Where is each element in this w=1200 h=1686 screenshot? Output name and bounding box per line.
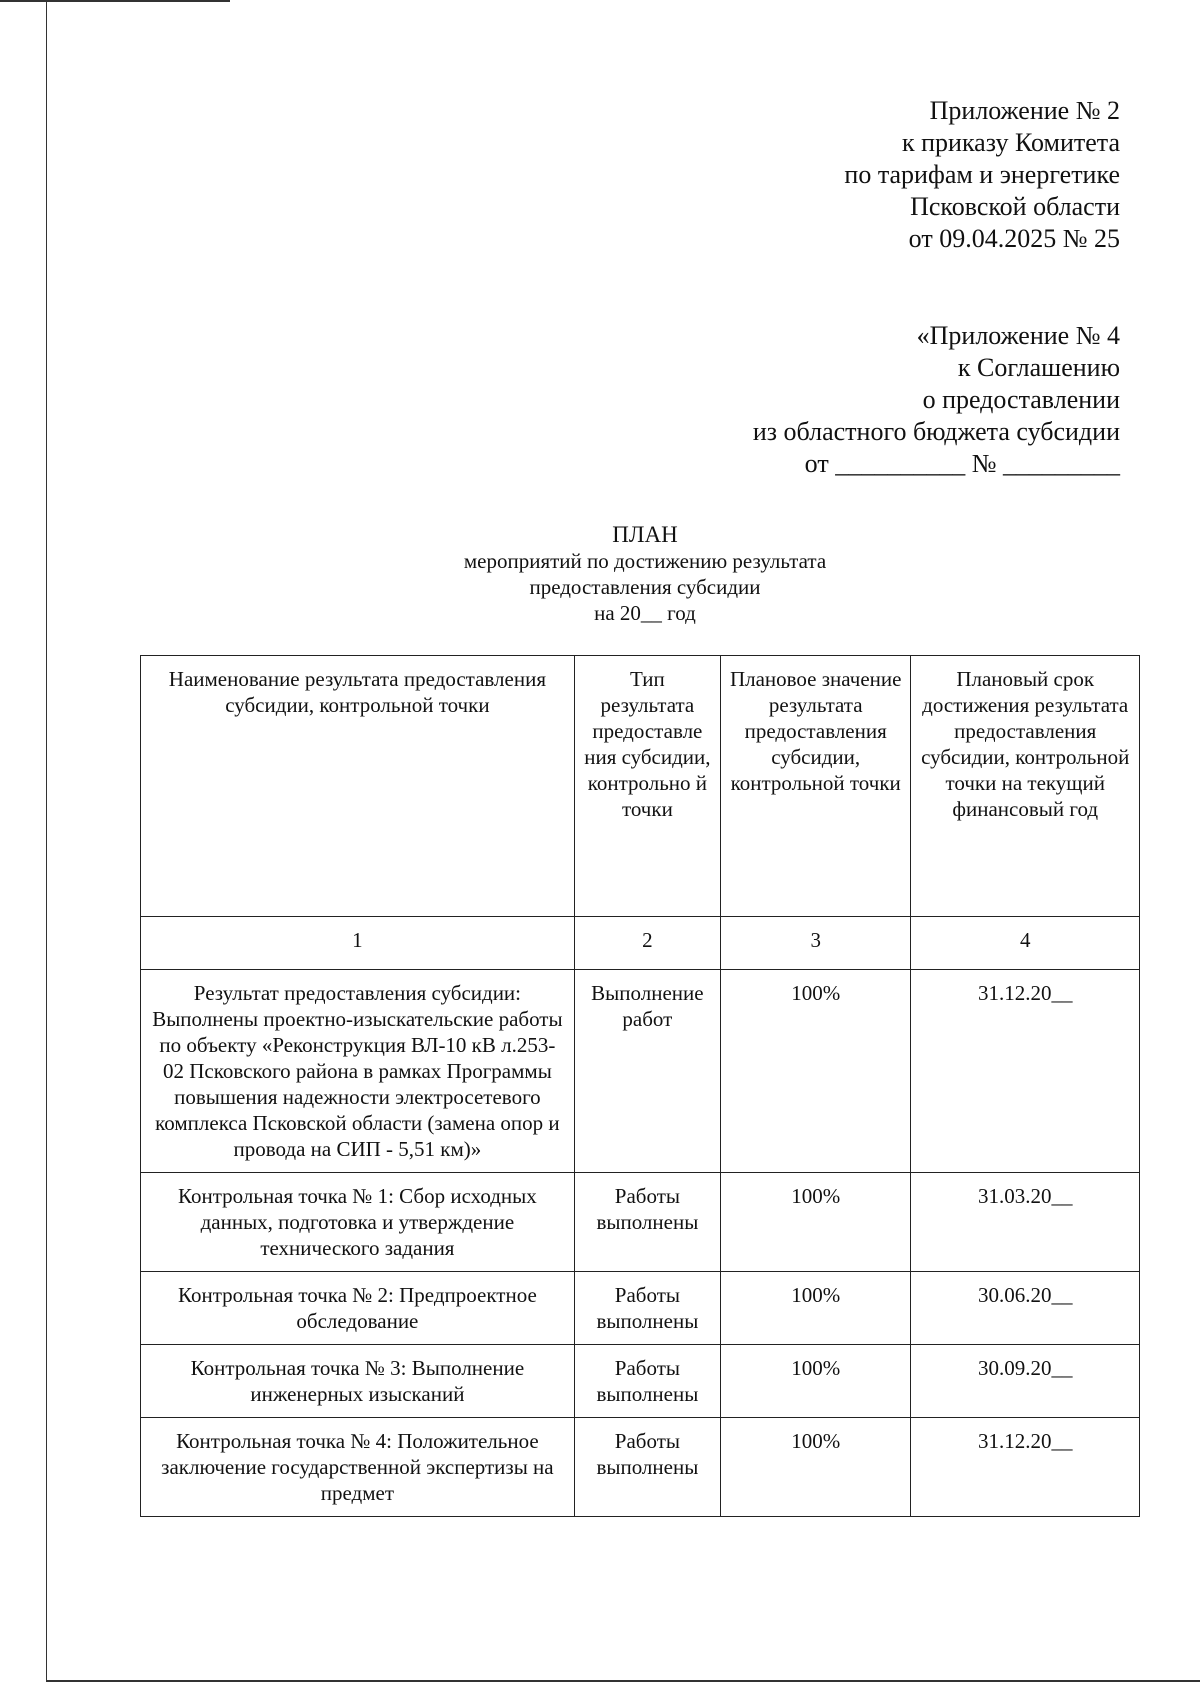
appendix-2-line: по тарифам и энергетике xyxy=(844,160,1120,189)
table-row xyxy=(141,1173,1140,1272)
plan-title-main: ПЛАН xyxy=(612,522,678,547)
scan-border-bottom xyxy=(46,1680,1200,1682)
plan-title xyxy=(0,522,1200,626)
plan-title-line: мероприятий по достижению результата xyxy=(463,549,827,573)
appendix-4-line: к Соглашению xyxy=(957,353,1120,382)
row-date-cell: 30.06.20__ xyxy=(911,1272,1140,1345)
appendix-4-header xyxy=(753,320,1120,480)
row-value-cell: 100% xyxy=(720,1272,910,1345)
table-row xyxy=(141,1345,1140,1418)
row-name-cell: Контрольная точка № 4: Положительное заключение государственной экспертизы на предмет xyxy=(141,1418,575,1517)
header-cell-name: Наименование результата предоставления субсидии, контрольной точки xyxy=(141,656,575,917)
table-row xyxy=(141,970,1140,1173)
row-type-cell: Работы выполнены xyxy=(574,1272,720,1345)
column-number: 1 xyxy=(141,917,575,970)
column-number: 3 xyxy=(720,917,910,970)
row-name-cell: Контрольная точка № 3: Выполнение инженерных изысканий xyxy=(141,1345,575,1418)
appendix-2-header xyxy=(844,95,1120,255)
header-cell-date: Плановый срок достижения результата предоставления субсидии, контрольной точки на текущий финансовый год xyxy=(911,656,1140,917)
row-type-cell: Работы выполнены xyxy=(574,1173,720,1272)
scan-border-left xyxy=(46,0,47,1680)
plan-title-year: на 20__ год xyxy=(594,601,696,625)
column-number: 4 xyxy=(911,917,1140,970)
appendix-2-line: от 09.04.2025 № 25 xyxy=(908,224,1120,253)
appendix-2-line: Приложение № 2 xyxy=(929,96,1120,125)
row-date-cell: 30.09.20__ xyxy=(911,1345,1140,1418)
row-date-cell: 31.12.20__ xyxy=(911,1418,1140,1517)
row-type-cell: Работы выполнены xyxy=(574,1418,720,1517)
plan-table xyxy=(140,655,1140,1517)
appendix-2-line: к приказу Комитета xyxy=(901,128,1120,157)
table-row xyxy=(141,1418,1140,1517)
row-value-cell: 100% xyxy=(720,1173,910,1272)
column-number: 2 xyxy=(574,917,720,970)
row-type-cell: Работы выполнены xyxy=(574,1345,720,1418)
appendix-4-line: о предоставлении xyxy=(922,385,1120,414)
row-type-cell: Выполнение работ xyxy=(574,970,720,1173)
appendix-4-line: из областного бюджета субсидии xyxy=(752,417,1120,446)
header-cell-type: Тип результата предоставле ния субсидии, контрольно й точки xyxy=(574,656,720,917)
table-row xyxy=(141,1272,1140,1345)
row-name-cell: Контрольная точка № 2: Предпроектное обследование xyxy=(141,1272,575,1345)
appendix-4-line: от __________ № _________ xyxy=(804,449,1120,478)
column-number-row xyxy=(141,917,1140,970)
appendix-2-line: Псковской области xyxy=(910,192,1120,221)
row-value-cell: 100% xyxy=(720,970,910,1173)
plan-title-line: предоставления субсидии xyxy=(529,575,761,599)
row-name-cell: Результат предоставления субсидии: Выполнены проектно-изыскательские работы по объекту «Реконструкция ВЛ-10 кВ л.253-02 Псковского района в рамках Программы повышения надежности электросетевого комплекса Псковской области (замена опор и провода на СИП - 5,51 км)» xyxy=(141,970,575,1173)
scan-border-top xyxy=(0,0,230,2)
row-name-cell: Контрольная точка № 1: Сбор исходных данных, подготовка и утверждение технического задания xyxy=(141,1173,575,1272)
header-cell-value: Плановое значение результата предоставления субсидии, контрольной точки xyxy=(720,656,910,917)
appendix-4-line: «Приложение № 4 xyxy=(916,321,1120,350)
row-value-cell: 100% xyxy=(720,1418,910,1517)
row-date-cell: 31.03.20__ xyxy=(911,1173,1140,1272)
row-value-cell: 100% xyxy=(720,1345,910,1418)
table-header-row xyxy=(141,656,1140,917)
row-date-cell: 31.12.20__ xyxy=(911,970,1140,1173)
